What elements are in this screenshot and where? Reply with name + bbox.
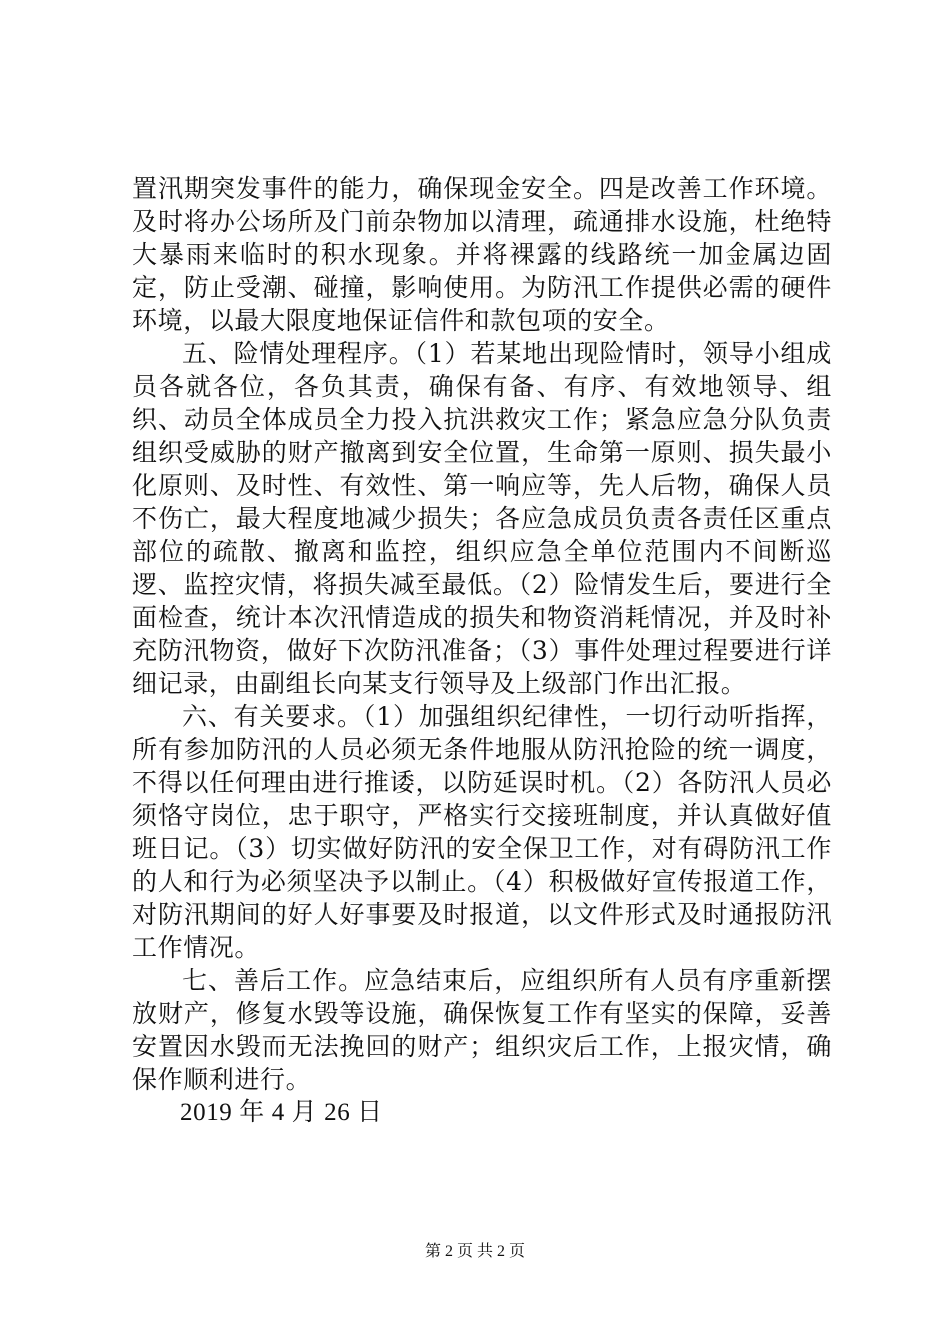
paragraph-requirements: 六、有关要求。（1）加强组织纪律性，一切行动听指挥，所有参加防汛的人员必须无条件地服从防汛抢险的统一调度，不得以任何理由进行推诿，以防延误时机。（2）各防汛人员必须恪守岗位，忠于职守，严格实行交接班制度，并认真做好值班日记。（3）切实做好防汛的安全保卫工作，对有碍防汛工作的人和行为必须坚决予以制止。（4）积极做好宣传报道工作，对防汛期间的好人好事要及时报道，以文件形式及时通报防汛工作情况。: [132, 702, 832, 962]
page-footer: 第 2 页 共 2 页: [424, 1243, 525, 1260]
paragraph-continuation: 置汛期突发事件的能力，确保现金安全。四是改善工作环境。及时将办公场所及门前杂物加以清理，疏通排水设施，杜绝特大暴雨来临时的积水现象。并将裸露的线路统一加金属边固定，防止受潮、碰撞，影响使用。为防汛工作提供必需的硬件环境，以最大限度地保证信件和款包项的安全。: [132, 174, 832, 335]
document-date: 2019 年 4 月 26 日: [180, 1099, 383, 1126]
paragraph-aftermath: 七、善后工作。应急结束后，应组织所有人员有序重新摆放财产，修复水毁等设施，确保恢复工作有坚实的保障，妥善安置因水毁而无法挽回的财产；组织灾后工作，上报灾情，确保作顺利进行。: [132, 966, 832, 1094]
paragraph-risk-handling: 五、险情处理程序。（1）若某地出现险情时，领导小组成员各就各位，各负其责，确保有备、有序、有效地领导、组织、动员全体成员全力投入抗洪救灾工作；紧急应急分队负责组织受威胁的财产撤离到安全位置，生命第一原则、损失最小化原则、及时性、有效性、第一响应等，先人后物，确保人员不伤亡，最大程度地减少损失；各应急成员负责各责任区重点部位的疏散、撤离和监控，组织应急全单位范围内不间断巡逻、监控灾情，将损失减至最低。（2）险情发生后，要进行全面检查，统计本次汛情造成的损失和物资消耗情况，并及时补充防汛物资，做好下次防汛准备；（3）事件处理过程要进行详细记录，由副组长向某支行领导及上级部门作出汇报。: [132, 339, 832, 698]
document-body: [132, 172, 832, 1129]
